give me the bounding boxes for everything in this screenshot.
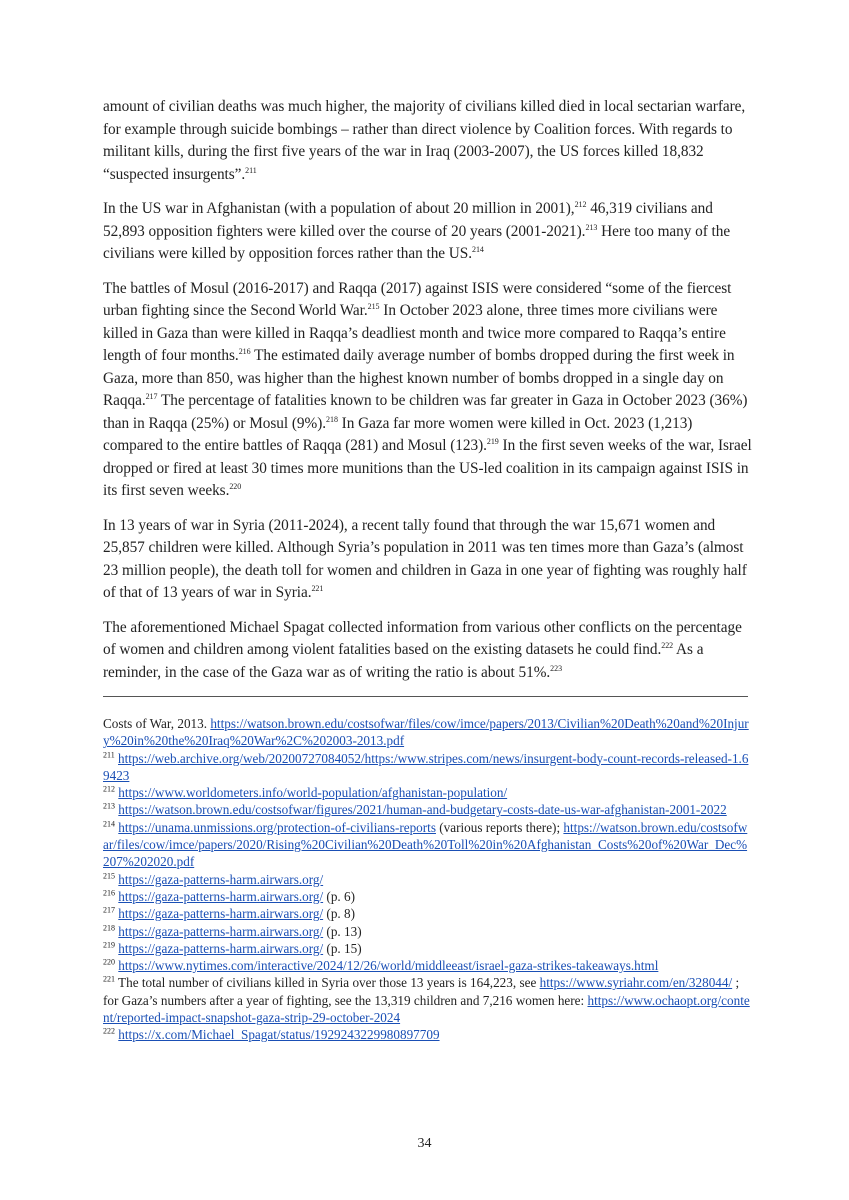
text-run: (p. 13) [323,923,362,939]
footnotes [103,715,753,1044]
footnote-marker: 214 [472,244,484,254]
footnote-link[interactable]: https://watson.brown.edu/costsofwar/figures/2021/human-and-budgetary-costs-date-us-war-afghanistan-2001-2022 [118,802,727,818]
footnote-marker: 219 [486,436,499,446]
footnote-link[interactable]: https://web.archive.org/web/20200727084052/https:/www.stripes.com/news/insurgent-body-count-records-released-1.69423 [103,750,749,783]
footnote-marker: 220 [229,481,242,491]
page-number: 34 [417,1136,432,1151]
text-run: amount of civilian deaths was much higher, the majority of civilians killed died in local sectarian warfare, for example through suicide bombings – rather than direct violence by Coalition forces. With regards to militant kills, during the first five years of the war in Iraq (2003-2007), the US forces killed 18,832 “suspected insurgents”. [103,98,746,183]
footnote-marker: 212 [574,199,587,209]
text-run: (p. 6) [323,888,355,904]
body-paragraph [103,278,753,503]
text-run: In Gaza far more women were killed in Oct. 2023 (1,213) compared to the entire battles of Raqqa (281) and Mosul (123). [103,414,693,454]
footnote-link[interactable]: https://www.syriahr.com/en/328044/ [539,975,733,991]
text-run: The aforementioned Michael Spagat collected information from various other conflicts on the percentage of women and children among violent fatalities based on the existing datasets he could find. [103,618,742,658]
footnote [103,923,753,940]
footnote-marker: 219 [103,940,115,950]
footnote-marker: 220 [103,957,115,967]
footnote [103,1026,753,1043]
footnote-marker: 223 [550,663,563,673]
footnote-marker: 221 [311,583,324,593]
footnote [103,750,753,785]
footnote-marker: 215 [103,871,115,881]
footnote-link[interactable]: https://gaza-patterns-harm.airwars.org/ [118,940,324,956]
footnote-link[interactable]: https://gaza-patterns-harm.airwars.org/ [118,888,324,904]
text-run: (p. 15) [323,940,362,956]
footnote-marker: 222 [103,1026,115,1036]
footnote-marker: 222 [661,640,674,650]
footnote [103,784,753,801]
footnote [103,940,753,957]
body-paragraph [103,96,753,186]
footnote-link[interactable]: https://www.worldometers.info/world-population/afghanistan-population/ [118,785,508,801]
text-run: The battles of Mosul (2016-2017) and Raqqa (2017) against ISIS were considered “some of the fiercest urban fighting since the Second World War. [103,279,732,319]
footnote-marker: 213 [103,802,115,812]
body-paragraph [103,198,753,266]
page-body [103,96,753,1044]
footnote-link[interactable]: https://gaza-patterns-harm.airwars.org/ [118,923,324,939]
footnote-link[interactable]: https://www.ochaopt.org/content/reported-impact-snapshot-gaza-strip-29-october-2024 [103,992,750,1026]
footnote-link[interactable]: https://www.nytimes.com/interactive/2024/12/26/world/middleeast/israel-gaza-strikes-takeaways.html [118,958,659,974]
footnote-marker: 215 [367,301,380,311]
footnote-link[interactable]: https://x.com/Michael_Spagat/status/1929243229980897709 [118,1027,440,1043]
text-run: In 13 years of war in Syria (2011-2024), a recent tally found that through the war 15,671 women and 25,857 children were killed. Although Syria’s population in 2011 was ten times more than Gaza’s (almost 23 million people), the death toll for women and children in Gaza in one year of fighting was roughly half of that of 13 years of war in Syria. [103,516,747,601]
footnote-marker: 218 [326,414,338,424]
text-run: The percentage of fatalities known to be children was far greater in Gaza in October 2023 (36%) than in Raqqa (25%) or Mosul (9%). [103,392,748,432]
footnote [103,974,753,1026]
footnote-marker: 217 [103,905,115,915]
footnote-marker: 211 [103,750,115,760]
footnote-link[interactable]: https://gaza-patterns-harm.airwars.org/ [118,871,324,887]
footnote-marker: 214 [103,819,115,829]
footnote [103,801,753,818]
text-run: (p. 8) [323,906,355,922]
footnote-marker: 212 [103,784,115,794]
footnote [103,905,753,922]
footnote [103,957,753,974]
footnote [103,819,753,871]
footnote [103,871,753,888]
footnote-marker: 217 [145,391,158,401]
text-run: The total number of civilians killed in Syria over those 13 years is 164,223, see [115,975,540,991]
text-run: Costs of War, 2013. [103,716,211,731]
text-run: ; for Gaza’s numbers after a year of fighting, see the 13,319 children and 7,216 women here: [103,975,740,1008]
text-run: The estimated daily average number of bombs dropped during the first week in Gaza, more than 850, was higher than the highest known number of bombs dropped in a single day on Raqqa. [103,347,735,409]
text-run: In the first seven weeks of the war, Israel dropped or fired at least 30 times more munitions than the US-led coalition in its campaign against ISIS in its first seven weeks. [103,437,752,499]
text-run: In the US war in Afghanistan (with a population of about 20 million in 2001), [103,200,575,217]
footnote [103,888,753,905]
footnote [103,715,753,750]
footnote-link[interactable]: https://watson.brown.edu/costsofwar/files/cow/imce/papers/2020/Rising%20Civilian%20Death%20Toll%20in%20Afghanistan_Costs%20of%20War_Dec%207%202020.pdf [103,819,748,870]
footnote-marker: 211 [245,165,257,175]
body-paragraph [103,617,753,685]
footnote-separator [103,696,748,697]
footnote-marker: 216 [103,888,115,898]
footnote-marker: 218 [103,923,115,933]
body-paragraph [103,515,753,605]
text-run: Here too many of the civilians were killed by opposition forces rather than the US. [103,222,731,262]
footnote-link[interactable]: https://watson.brown.edu/costsofwar/files/cow/imce/papers/2013/Civilian%20Death%20and%20Injury%20in%20the%20Iraq%20War%2C%202003-2013.pdf [103,716,749,749]
text-run: As a reminder, in the case of the Gaza war as of writing the ratio is about 51%. [103,641,704,681]
footnote-marker: 216 [238,346,251,356]
footnote-link[interactable]: https://gaza-patterns-harm.airwars.org/ [118,906,324,922]
main-text [103,96,753,684]
text-run: 46,319 civilians and 52,893 opposition fighters were killed over the course of 20 years (2001-2021). [103,200,713,240]
footnote-marker: 213 [585,222,598,232]
footnote-link[interactable]: https://unama.unmissions.org/protection-of-civilians-reports [118,819,436,835]
footnote-marker: 221 [103,975,115,985]
text-run: In October 2023 alone, three times more civilians were killed in Gaza than were killed in Raqqa’s deadliest month and twice more compared to Raqqa’s entire length of four months. [103,302,726,364]
text-run: (various reports there); [435,819,564,835]
